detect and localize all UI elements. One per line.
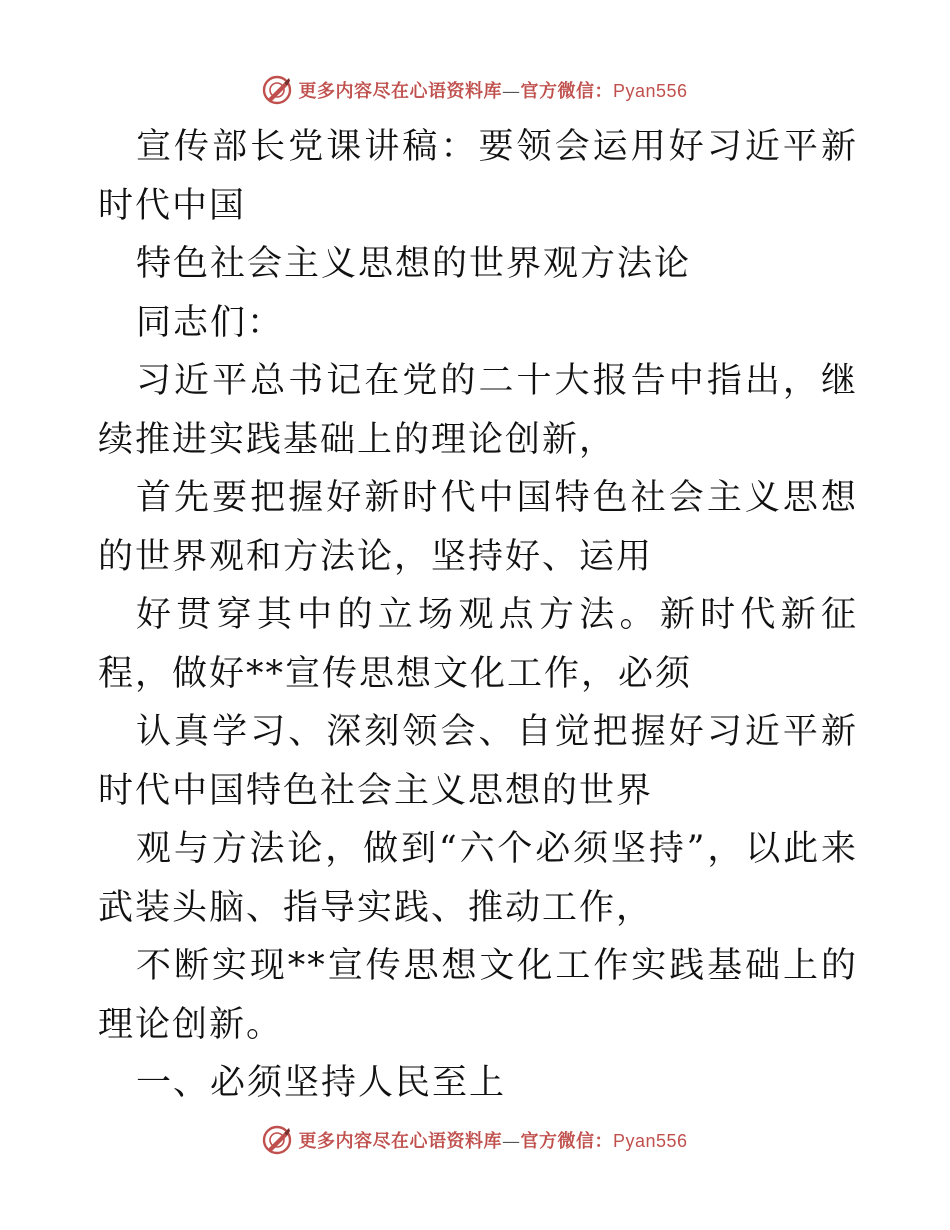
doc-title-line-1: 宣传部长党课讲稿：要领会运用好习近平新时代中国 bbox=[98, 127, 858, 226]
brand-logo-icon bbox=[262, 75, 292, 105]
salutation: 同志们： bbox=[136, 302, 285, 343]
promo-text bbox=[298, 77, 687, 103]
contact-label: 官方微信： bbox=[520, 1131, 613, 1152]
footer-banner bbox=[0, 1120, 950, 1160]
paragraph-6: 不断实现**宣传思想文化工作实践基础上的理论创新。 bbox=[98, 946, 858, 1045]
promo-dash: — bbox=[501, 81, 521, 102]
promo-label: 更多内容尽在心语资料库 bbox=[298, 81, 502, 102]
paragraph-1: 习近平总书记在党的二十大报告中指出，继续推进实践基础上的理论创新， bbox=[98, 361, 858, 460]
paragraph-3: 好贯穿其中的立场观点方法。新时代新征程，做好**宣传思想文化工作，必须 bbox=[98, 595, 858, 694]
contact-label: 官方微信： bbox=[520, 81, 613, 102]
document-body bbox=[98, 118, 858, 1113]
header-banner bbox=[0, 70, 950, 110]
paragraph-5: 观与方法论，做到“六个必须坚持”，以此来武装头脑、指导实践、推动工作， bbox=[98, 829, 858, 928]
wechat-id: Pyan556 bbox=[612, 1131, 688, 1151]
wechat-id: Pyan556 bbox=[612, 81, 688, 101]
paragraph-4: 认真学习、深刻领会、自觉把握好习近平新时代中国特色社会主义思想的世界 bbox=[98, 712, 858, 811]
doc-title-line-2: 特色社会主义思想的世界观方法论 bbox=[136, 244, 692, 284]
promo-dash: — bbox=[501, 1131, 521, 1152]
promo-text bbox=[298, 1127, 687, 1153]
paragraph-2: 首先要把握好新时代中国特色社会主义思想的世界观和方法论，坚持好、运用 bbox=[98, 478, 858, 577]
section-heading-1: 一、必须坚持人民至上 bbox=[136, 1063, 507, 1103]
brand-logo-icon bbox=[262, 1125, 292, 1155]
promo-label: 更多内容尽在心语资料库 bbox=[298, 1131, 502, 1152]
